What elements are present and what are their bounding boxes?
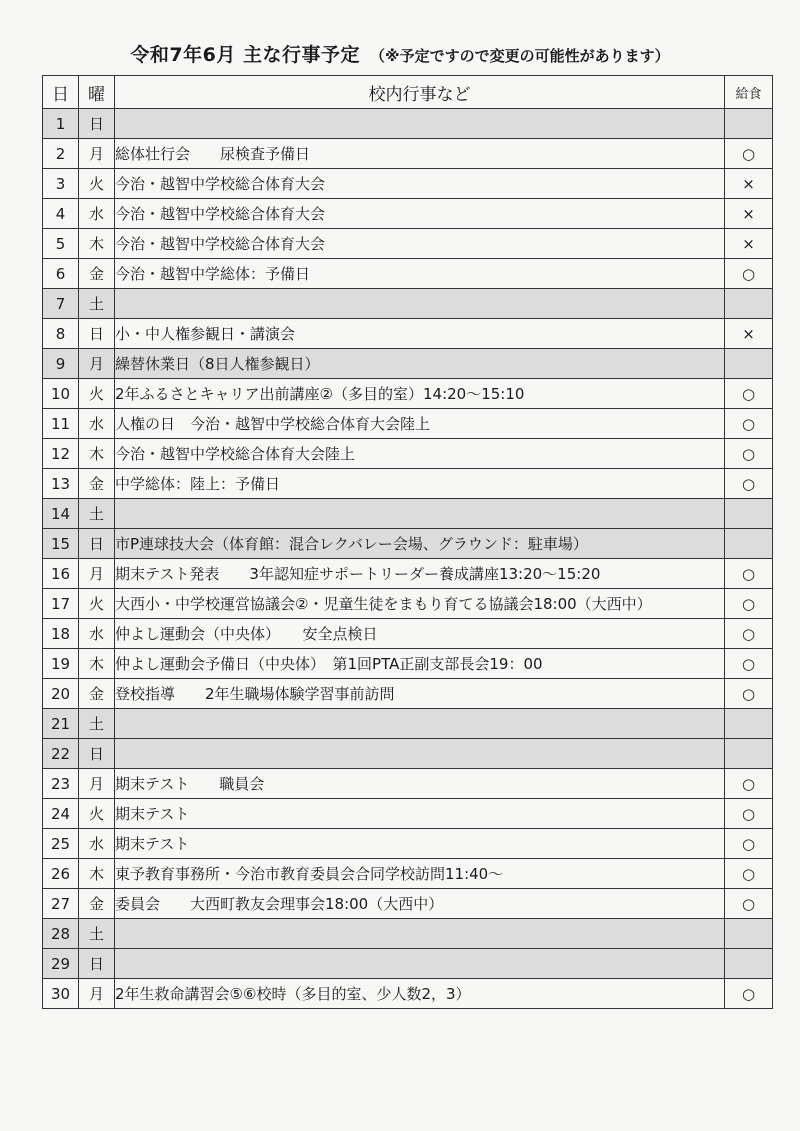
day-cell: 7 — [43, 289, 79, 319]
document-title — [0, 40, 800, 67]
day-cell: 12 — [43, 439, 79, 469]
title-note: （※予定ですので変更の可能性があります） — [369, 47, 670, 65]
day-cell: 2 — [43, 139, 79, 169]
header-row — [43, 76, 773, 109]
events-cell: 東予教育事務所・今治市教育委員会合同学校訪問11:40～ — [115, 859, 725, 889]
table-row — [43, 649, 773, 679]
events-cell: 今治・越智中学校総合体育大会陸上 — [115, 439, 725, 469]
events-cell — [115, 289, 725, 319]
day-cell: 25 — [43, 829, 79, 859]
table-row — [43, 319, 773, 349]
table-row — [43, 949, 773, 979]
weekday-cell: 土 — [79, 499, 115, 529]
table-row — [43, 169, 773, 199]
events-cell: 登校指導 2年生職場体験学習事前訪問 — [115, 679, 725, 709]
header-weekday: 曜 — [79, 76, 115, 109]
weekday-cell: 木 — [79, 229, 115, 259]
lunch-cell: ○ — [725, 409, 773, 439]
day-cell: 1 — [43, 109, 79, 139]
weekday-cell: 金 — [79, 679, 115, 709]
lunch-cell — [725, 739, 773, 769]
lunch-cell — [725, 289, 773, 319]
weekday-cell: 金 — [79, 259, 115, 289]
day-cell: 15 — [43, 529, 79, 559]
weekday-cell: 火 — [79, 379, 115, 409]
table-row — [43, 349, 773, 379]
events-cell — [115, 949, 725, 979]
day-cell: 27 — [43, 889, 79, 919]
table-row — [43, 439, 773, 469]
weekday-cell: 火 — [79, 799, 115, 829]
day-cell: 14 — [43, 499, 79, 529]
title-main: 令和7年6月 主な行事予定 — [130, 44, 360, 66]
lunch-cell: ○ — [725, 799, 773, 829]
lunch-cell: ○ — [725, 619, 773, 649]
lunch-cell — [725, 949, 773, 979]
lunch-cell: × — [725, 229, 773, 259]
events-cell — [115, 109, 725, 139]
lunch-cell — [725, 529, 773, 559]
header-events: 校内行事など — [115, 76, 725, 109]
day-cell: 19 — [43, 649, 79, 679]
day-cell: 23 — [43, 769, 79, 799]
lunch-cell: ○ — [725, 589, 773, 619]
weekday-cell: 水 — [79, 409, 115, 439]
table-row — [43, 499, 773, 529]
lunch-cell: ○ — [725, 259, 773, 289]
weekday-cell: 月 — [79, 979, 115, 1009]
table-row — [43, 769, 773, 799]
events-cell: 市P連球技大会（体育館：混合レクバレー会場、グラウンド：駐車場） — [115, 529, 725, 559]
header-lunch: 給食 — [725, 76, 773, 109]
weekday-cell: 土 — [79, 289, 115, 319]
weekday-cell: 月 — [79, 139, 115, 169]
day-cell: 28 — [43, 919, 79, 949]
table-row — [43, 859, 773, 889]
weekday-cell: 木 — [79, 439, 115, 469]
day-cell: 10 — [43, 379, 79, 409]
table-row — [43, 589, 773, 619]
table-row — [43, 559, 773, 589]
weekday-cell: 日 — [79, 319, 115, 349]
events-cell: 今治・越智中学総体：予備日 — [115, 259, 725, 289]
day-cell: 21 — [43, 709, 79, 739]
day-cell: 3 — [43, 169, 79, 199]
events-cell: 人権の日 今治・越智中学校総合体育大会陸上 — [115, 409, 725, 439]
events-cell: 今治・越智中学校総合体育大会 — [115, 199, 725, 229]
weekday-cell: 日 — [79, 529, 115, 559]
header-day: 日 — [43, 76, 79, 109]
lunch-cell — [725, 349, 773, 379]
lunch-cell — [725, 499, 773, 529]
lunch-cell: ○ — [725, 679, 773, 709]
day-cell: 20 — [43, 679, 79, 709]
weekday-cell: 水 — [79, 619, 115, 649]
lunch-cell: ○ — [725, 769, 773, 799]
day-cell: 26 — [43, 859, 79, 889]
table-row — [43, 979, 773, 1009]
day-cell: 13 — [43, 469, 79, 499]
day-cell: 4 — [43, 199, 79, 229]
lunch-cell — [725, 709, 773, 739]
events-cell: 総体壮行会 尿検査予備日 — [115, 139, 725, 169]
weekday-cell: 火 — [79, 589, 115, 619]
weekday-cell: 水 — [79, 199, 115, 229]
table-row — [43, 379, 773, 409]
events-cell: 期末テスト — [115, 799, 725, 829]
weekday-cell: 土 — [79, 919, 115, 949]
table-row — [43, 529, 773, 559]
lunch-cell: ○ — [725, 829, 773, 859]
table-row — [43, 469, 773, 499]
events-cell: 委員会 大西町教友会理事会18:00（大西中） — [115, 889, 725, 919]
events-cell: 2年ふるさとキャリア出前講座②（多目的室）14:20～15:10 — [115, 379, 725, 409]
lunch-cell: × — [725, 199, 773, 229]
table-row — [43, 829, 773, 859]
lunch-cell: ○ — [725, 889, 773, 919]
day-cell: 30 — [43, 979, 79, 1009]
table-row — [43, 919, 773, 949]
table-row — [43, 259, 773, 289]
day-cell: 5 — [43, 229, 79, 259]
day-cell: 29 — [43, 949, 79, 979]
weekday-cell: 月 — [79, 769, 115, 799]
weekday-cell: 月 — [79, 559, 115, 589]
events-cell: 今治・越智中学校総合体育大会 — [115, 169, 725, 199]
lunch-cell — [725, 109, 773, 139]
lunch-cell: ○ — [725, 469, 773, 499]
table-row — [43, 409, 773, 439]
table-row — [43, 199, 773, 229]
day-cell: 17 — [43, 589, 79, 619]
table-row — [43, 739, 773, 769]
lunch-cell: ○ — [725, 439, 773, 469]
weekday-cell: 火 — [79, 169, 115, 199]
events-cell: 今治・越智中学校総合体育大会 — [115, 229, 725, 259]
lunch-cell: ○ — [725, 859, 773, 889]
events-cell — [115, 919, 725, 949]
table-row — [43, 619, 773, 649]
weekday-cell: 金 — [79, 889, 115, 919]
day-cell: 24 — [43, 799, 79, 829]
weekday-cell: 日 — [79, 739, 115, 769]
events-cell: 大西小・中学校運営協議会②・児童生徒をまもり育てる協議会18:00（大西中） — [115, 589, 725, 619]
events-cell: 仲よし運動会（中央体） 安全点検日 — [115, 619, 725, 649]
weekday-cell: 木 — [79, 649, 115, 679]
table-row — [43, 109, 773, 139]
lunch-cell: × — [725, 169, 773, 199]
events-cell: 中学総体：陸上：予備日 — [115, 469, 725, 499]
events-cell: 小・中人権参観日・講演会 — [115, 319, 725, 349]
weekday-cell: 月 — [79, 349, 115, 379]
lunch-cell: × — [725, 319, 773, 349]
weekday-cell: 日 — [79, 109, 115, 139]
day-cell: 11 — [43, 409, 79, 439]
day-cell: 16 — [43, 559, 79, 589]
events-cell: 2年生救命講習会⑤⑥校時（多目的室、少人数2，3） — [115, 979, 725, 1009]
lunch-cell: ○ — [725, 379, 773, 409]
lunch-cell: ○ — [725, 649, 773, 679]
day-cell: 9 — [43, 349, 79, 379]
events-cell: 仲よし運動会予備日（中央体） 第1回PTA正副支部長会19：00 — [115, 649, 725, 679]
table-row — [43, 229, 773, 259]
table-row — [43, 139, 773, 169]
lunch-cell: ○ — [725, 559, 773, 589]
weekday-cell: 木 — [79, 859, 115, 889]
lunch-cell: ○ — [725, 979, 773, 1009]
events-cell — [115, 709, 725, 739]
events-cell: 期末テスト 職員会 — [115, 769, 725, 799]
day-cell: 8 — [43, 319, 79, 349]
day-cell: 22 — [43, 739, 79, 769]
table-row — [43, 679, 773, 709]
table-row — [43, 799, 773, 829]
table-row — [43, 709, 773, 739]
day-cell: 18 — [43, 619, 79, 649]
events-cell — [115, 499, 725, 529]
weekday-cell: 日 — [79, 949, 115, 979]
table-row — [43, 289, 773, 319]
events-cell: 期末テスト — [115, 829, 725, 859]
schedule-body — [43, 109, 773, 1009]
table-row — [43, 889, 773, 919]
lunch-cell: ○ — [725, 139, 773, 169]
schedule-table — [42, 75, 773, 1009]
events-cell: 期末テスト発表 3年認知症サポートリーダー養成講座13:20～15:20 — [115, 559, 725, 589]
events-cell — [115, 739, 725, 769]
weekday-cell: 土 — [79, 709, 115, 739]
weekday-cell: 水 — [79, 829, 115, 859]
day-cell: 6 — [43, 259, 79, 289]
lunch-cell — [725, 919, 773, 949]
weekday-cell: 金 — [79, 469, 115, 499]
events-cell: 繰替休業日（8日人権参観日） — [115, 349, 725, 379]
